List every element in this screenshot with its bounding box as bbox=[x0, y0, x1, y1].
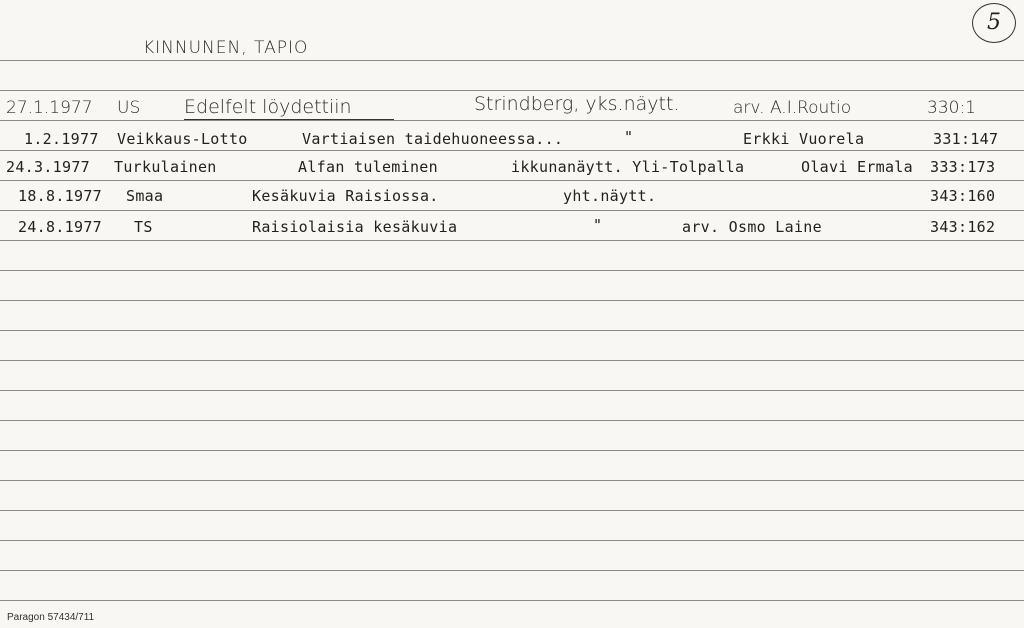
card-name: KINNUNEN, TAPIO bbox=[143, 38, 309, 58]
rule-line bbox=[0, 510, 1024, 511]
row-5-paper: TS bbox=[134, 218, 153, 236]
row-4-type: yht.näytt. bbox=[563, 187, 657, 205]
row-2-person: Erkki Vuorela bbox=[743, 130, 865, 148]
rule-line bbox=[0, 420, 1024, 421]
rule-line bbox=[0, 270, 1024, 271]
card-footer: Paragon 57434/711 bbox=[7, 612, 95, 623]
rule-line bbox=[0, 480, 1024, 481]
rule-line bbox=[0, 360, 1024, 361]
row-3-ref: 333:173 bbox=[930, 158, 996, 176]
row-3-date: 24.3.1977 bbox=[6, 158, 90, 176]
row-4-title: Kesäkuvia Raisiossa. bbox=[252, 187, 439, 205]
row-4-date: 18.8.1977 bbox=[18, 187, 102, 205]
title-underline bbox=[184, 119, 394, 120]
card-number: 5 bbox=[972, 3, 1016, 43]
rule-line bbox=[0, 210, 1024, 211]
row-2-date: 1.2.1977 bbox=[24, 130, 99, 148]
row-4-ref: 343:160 bbox=[930, 187, 996, 205]
row-1-date: 27.1.1977 bbox=[6, 98, 93, 118]
row-5-date: 24.8.1977 bbox=[18, 218, 102, 236]
rule-line bbox=[0, 540, 1024, 541]
rule-line bbox=[0, 90, 1024, 91]
rule-line bbox=[0, 600, 1024, 601]
rule-line bbox=[0, 570, 1024, 571]
row-3-paper: Turkulainen bbox=[114, 158, 217, 176]
row-1-person: arv. A.I.Routio bbox=[733, 98, 852, 118]
rule-line bbox=[0, 120, 1024, 121]
row-2-title: Vartiaisen taidehuoneessa... bbox=[302, 130, 564, 148]
rule-line bbox=[0, 300, 1024, 301]
row-3-type: ikkunanäytt. Yli-Tolpalla bbox=[511, 158, 745, 176]
rule-line bbox=[0, 330, 1024, 331]
row-1-type: Strindberg, yks.näytt. bbox=[474, 93, 680, 115]
row-3-title: Alfan tuleminen bbox=[298, 158, 438, 176]
row-5-title: Raisiolaisia kesäkuvia bbox=[252, 218, 458, 236]
rule-line bbox=[0, 60, 1024, 61]
row-2-type: " bbox=[624, 128, 634, 146]
row-3-person: Olavi Ermala bbox=[801, 158, 913, 176]
row-5-person: arv. Osmo Laine bbox=[682, 218, 822, 236]
rule-line bbox=[0, 240, 1024, 241]
row-2-ref: 331:147 bbox=[933, 130, 999, 148]
row-5-ref: 343:162 bbox=[930, 218, 996, 236]
rule-line bbox=[0, 150, 1024, 151]
row-5-type: " bbox=[593, 216, 603, 234]
row-1-title: Edelfelt löydettiin bbox=[184, 96, 352, 118]
row-1-ref: 330:1 bbox=[927, 98, 976, 118]
rule-line bbox=[0, 180, 1024, 181]
row-4-paper: Smaa bbox=[126, 187, 164, 205]
row-1-paper: US bbox=[117, 98, 141, 118]
row-2-paper: Veikkaus-Lotto bbox=[117, 130, 248, 148]
rule-line bbox=[0, 450, 1024, 451]
rule-line bbox=[0, 390, 1024, 391]
